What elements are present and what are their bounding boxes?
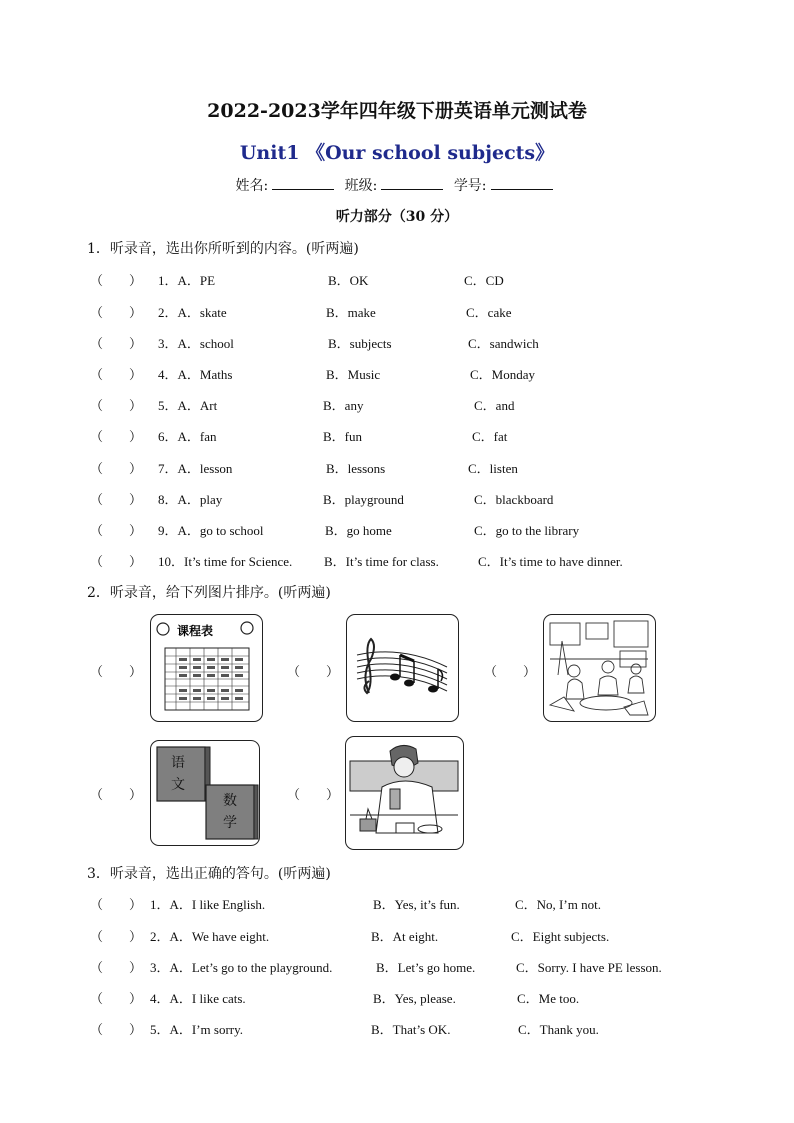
option-a[interactable]: 7．A．lesson (158, 461, 233, 476)
option-b[interactable]: B．any (323, 398, 364, 413)
class-blank[interactable] (381, 176, 443, 190)
section-title: 听力部分（30 分） (335, 209, 459, 225)
part3-question-3 (0, 957, 794, 977)
music-notes-picture (346, 614, 459, 722)
book-yu: 语 (171, 755, 185, 771)
answer-blank[interactable]: （ ） (90, 429, 143, 444)
option-c[interactable]: C．No, I’m not. (515, 897, 601, 912)
art-class-icon (544, 615, 654, 720)
option-a[interactable]: 6．A．fan (158, 429, 217, 444)
part3-question-2 (0, 926, 794, 946)
answer-blank[interactable]: （ ） (90, 461, 143, 476)
number-label: 学号: (453, 178, 487, 194)
answer-blank[interactable]: （ ） (90, 664, 143, 679)
answer-blank[interactable]: （ ） (484, 664, 537, 679)
option-b[interactable]: B．Music (326, 367, 381, 382)
part3-question-5 (0, 1019, 794, 1039)
art-class-picture (543, 614, 656, 722)
timetable-picture (150, 614, 263, 722)
option-b[interactable]: B．fun (323, 429, 363, 444)
option-c[interactable]: C．sandwich (468, 336, 539, 351)
answer-blank[interactable]: （ ） (287, 664, 340, 679)
student-info (0, 175, 794, 195)
part1-question-7 (0, 458, 794, 478)
part1-question-8 (0, 489, 794, 509)
answer-blank[interactable]: （ ） (90, 398, 143, 413)
option-c[interactable]: C．CD (464, 273, 504, 288)
option-a[interactable]: 5．A．Art (158, 398, 218, 413)
option-b[interactable]: B．That’s OK. (371, 1022, 451, 1037)
number-blank[interactable] (491, 176, 553, 190)
option-a[interactable]: 4．A．Maths (158, 367, 233, 382)
page-title: 2022-2023学年四年级下册英语单元测试卷 (207, 100, 587, 122)
option-c[interactable]: C．Me too. (517, 991, 580, 1006)
option-b[interactable]: B．Let’s go home. (376, 960, 476, 975)
option-a[interactable]: 2．A．We have eight. (150, 929, 270, 944)
option-a[interactable]: 5．A．I’m sorry. (150, 1022, 244, 1037)
option-c[interactable]: C．and (474, 398, 515, 413)
music-notes-icon (347, 615, 457, 720)
option-a[interactable]: 8．A．play (158, 492, 223, 507)
part1-question-9 (0, 520, 794, 540)
science-lab-icon (346, 737, 462, 849)
part1-question-1 (0, 270, 794, 290)
book-shu: 数 (223, 793, 237, 809)
answer-blank[interactable]: （ ） (90, 787, 143, 802)
option-c[interactable]: C．Eight subjects. (511, 929, 610, 944)
option-b[interactable]: B．lessons (326, 461, 386, 476)
book-wen: 文 (171, 777, 185, 793)
option-c[interactable]: C．Sorry. I have PE lesson. (516, 960, 662, 975)
name-label: 姓名: (235, 178, 269, 194)
option-c[interactable]: C．cake (466, 305, 512, 320)
part1-question-10 (0, 551, 794, 571)
books-icon (151, 741, 259, 845)
option-c[interactable]: C．Thank you. (518, 1022, 599, 1037)
option-b[interactable]: B．go home (325, 523, 392, 538)
option-c[interactable]: C．Monday (470, 367, 536, 382)
name-blank[interactable] (272, 176, 334, 190)
part1-heading: 1．听录音，选出你所听到的内容。(听两遍) (87, 241, 359, 257)
unit-subtitle: Unit1 《Our school subjects》 (239, 142, 555, 164)
option-b[interactable]: B．Yes, it’s fun. (373, 897, 460, 912)
book-xue: 学 (223, 815, 237, 831)
part1-question-4 (0, 364, 794, 384)
books-picture (150, 740, 260, 846)
class-label: 班级: (344, 178, 378, 194)
answer-blank[interactable]: （ ） (90, 1022, 143, 1037)
option-c[interactable]: C．fat (472, 429, 508, 444)
option-a[interactable]: 2．A．skate (158, 305, 227, 320)
part3-question-1 (0, 894, 794, 914)
timetable-icon (151, 615, 261, 720)
option-b[interactable]: B．OK (328, 273, 369, 288)
option-a[interactable]: 9．A．go to school (158, 523, 264, 538)
part1-question-3 (0, 333, 794, 353)
answer-blank[interactable]: （ ） (90, 273, 143, 288)
answer-blank[interactable]: （ ） (90, 305, 143, 320)
option-a[interactable]: 3．A．Let’s go to the playground. (150, 960, 333, 975)
option-b[interactable]: B．At eight. (371, 929, 439, 944)
timetable-title: 课程表 (177, 624, 214, 638)
answer-blank[interactable]: （ ） (90, 523, 143, 538)
option-c[interactable]: C．blackboard (474, 492, 554, 507)
option-b[interactable]: B．It’s time for class. (324, 554, 439, 569)
answer-blank[interactable]: （ ） (90, 929, 143, 944)
option-c[interactable]: C．go to the library (474, 523, 580, 538)
option-a[interactable]: 10．It’s time for Science. (158, 554, 293, 569)
answer-blank[interactable]: （ ） (287, 787, 340, 802)
option-b[interactable]: B．playground (323, 492, 404, 507)
part2-heading: 2．听录音，给下列图片排序。(听两遍) (87, 585, 331, 601)
answer-blank[interactable]: （ ） (90, 492, 143, 507)
part1-question-6 (0, 426, 794, 446)
option-c[interactable]: C．It’s time to have dinner. (478, 554, 623, 569)
part1-question-2 (0, 302, 794, 322)
option-c[interactable]: C．listen (468, 461, 518, 476)
option-b[interactable]: B．Yes, please. (373, 991, 456, 1006)
answer-blank[interactable]: （ ） (90, 336, 143, 351)
answer-blank[interactable]: （ ） (90, 960, 143, 975)
option-b[interactable]: B．subjects (328, 336, 392, 351)
part3-question-4 (0, 988, 794, 1008)
answer-blank[interactable]: （ ） (90, 897, 143, 912)
part3-heading: 3．听录音，选出正确的答句。(听两遍) (87, 866, 331, 882)
option-a[interactable]: 3．A．school (158, 336, 234, 351)
option-a[interactable]: 1．A．PE (158, 273, 216, 288)
option-b[interactable]: B．make (326, 305, 376, 320)
option-a[interactable]: 4．A．I like cats. (150, 991, 246, 1006)
answer-blank[interactable]: （ ） (90, 991, 143, 1006)
option-a[interactable]: 1．A．I like English. (150, 897, 266, 912)
part1-question-5 (0, 395, 794, 415)
answer-blank[interactable]: （ ） (90, 367, 143, 382)
answer-blank[interactable]: （ ） (90, 554, 143, 569)
science-lab-picture (345, 736, 464, 850)
